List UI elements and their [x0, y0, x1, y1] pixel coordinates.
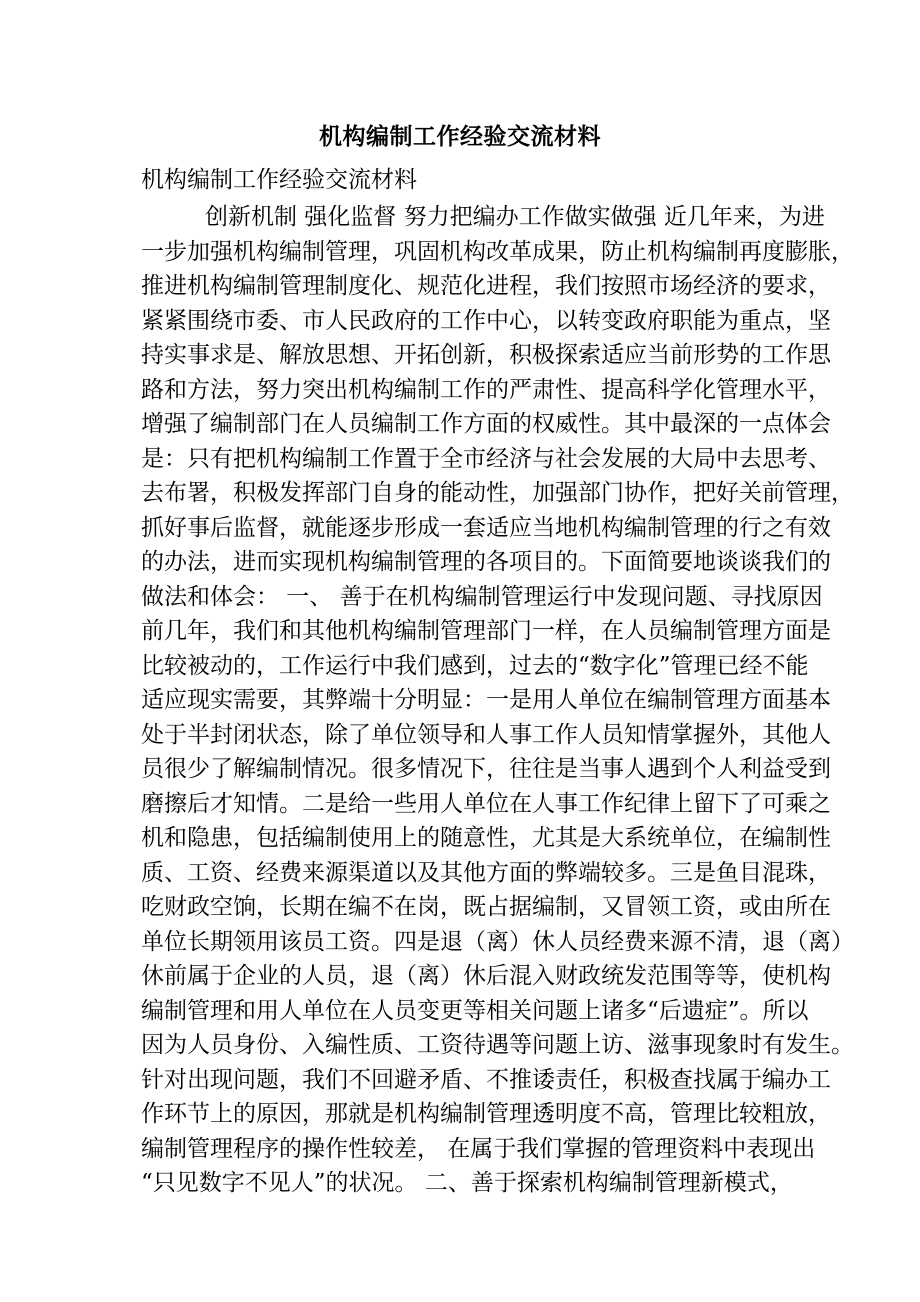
paragraph-line: 创新机制 强化监督 努力把编办工作做实做强 近几年来，为进 [205, 204, 825, 230]
paragraph-line: 做法和体会： 一、 善于在机构编制管理运行中发现问题、寻找原因 [141, 583, 823, 610]
paragraph-line: 是：只有把机构编制工作置于全市经济与社会发展的大局中去思考、 [141, 445, 831, 472]
paragraph-line: 路和方法，努力突出机构编制工作的严肃性、提高科学化管理水平， [141, 376, 831, 403]
paragraph-line: 磨擦后才知情。二是给一些用人单位在人事工作纪律上留下了可乘之 [141, 790, 831, 817]
paragraph-line: 去布署，积极发挥部门自身的能动性，加强部门协作，把好关前管理， [141, 480, 854, 506]
document-title: 机构编制工作经验交流材料 [319, 123, 601, 150]
paragraph-line: 编制管理程序的操作性较差， 在属于我们掌握的管理资料中表现出 [141, 1135, 816, 1162]
paragraph-line: 比较被动的，工作运行中我们感到，过去的“数字化”管理已经不能 [141, 652, 809, 679]
paragraph-line: 针对出现问题，我们不回避矛盾、不推诿责任，积极查找属于编办工 [141, 1066, 831, 1093]
paragraph-line: 的办法，进而实现机构编制管理的各项目的。下面简要地谈谈我们的 [141, 549, 831, 575]
paragraph-line: 吃财政空饷，长期在编不在岗，既占据编制，又冒领工资，或由所在 [141, 894, 831, 920]
paragraph-line: 作环节上的原因，那就是机构编制管理透明度不高，管理比较粗放， [141, 1101, 831, 1127]
paragraph-line: 抓好事后监督，就能逐步形成一套适应当地机构编制管理的行之有效 [141, 514, 831, 541]
paragraph-line: “只见数字不见人”的状况。 二、善于探索机构编制管理新模式， [141, 1170, 793, 1196]
paragraph-line: 紧紧围绕市委、市人民政府的工作中心，以转变政府职能为重点，坚 [141, 307, 831, 334]
paragraph-line: 休前属于企业的人员，退（离）休后混入财政统发范围等等，使机构 [141, 963, 831, 989]
paragraph-line: 一步加强机构编制管理，巩固机构改革成果，防止机构编制再度膨胀， [141, 238, 854, 265]
paragraph-line: 单位长期领用该员工资。四是退（离）休人员经费来源不清，退（离） [141, 928, 854, 955]
paragraph-line: 推进机构编制管理制度化、规范化进程，我们按照市场经济的要求， [141, 273, 831, 299]
paragraph-line: 编制管理和用人单位在人员变更等相关问题上诸多“后遗症”。所以 [141, 997, 809, 1024]
document-subtitle: 机构编制工作经验交流材料 [141, 167, 417, 193]
document-body [141, 200, 854, 1201]
paragraph-line: 质、工资、经费来源渠道以及其他方面的弊端较多。三是鱼目混珠， [141, 859, 831, 886]
paragraph-line: 处于半封闭状态，除了单位领导和人事工作人员知情掌握外，其他人 [141, 721, 831, 748]
paragraph-line: 因为人员身份、入编性质、工资待遇等问题上访、滋事现象时有发生。 [141, 1032, 854, 1058]
paragraph-line: 增强了编制部门在人员编制工作方面的权威性。其中最深的一点体会 [141, 411, 831, 437]
paragraph-line: 员很少了解编制情况。很多情况下，往往是当事人遇到个人利益受到 [141, 756, 831, 782]
paragraph-line: 前几年，我们和其他机构编制管理部门一样，在人员编制管理方面是 [141, 618, 831, 644]
paragraph-line: 机和隐患，包括编制使用上的随意性，尤其是大系统单位，在编制性 [141, 825, 831, 851]
paragraph-line: 持实事求是、解放思想、开拓创新，积极探索适应当前形势的工作思 [141, 342, 831, 368]
paragraph-line: 适应现实需要，其弊端十分明显：一是用人单位在编制管理方面基本 [141, 687, 831, 713]
